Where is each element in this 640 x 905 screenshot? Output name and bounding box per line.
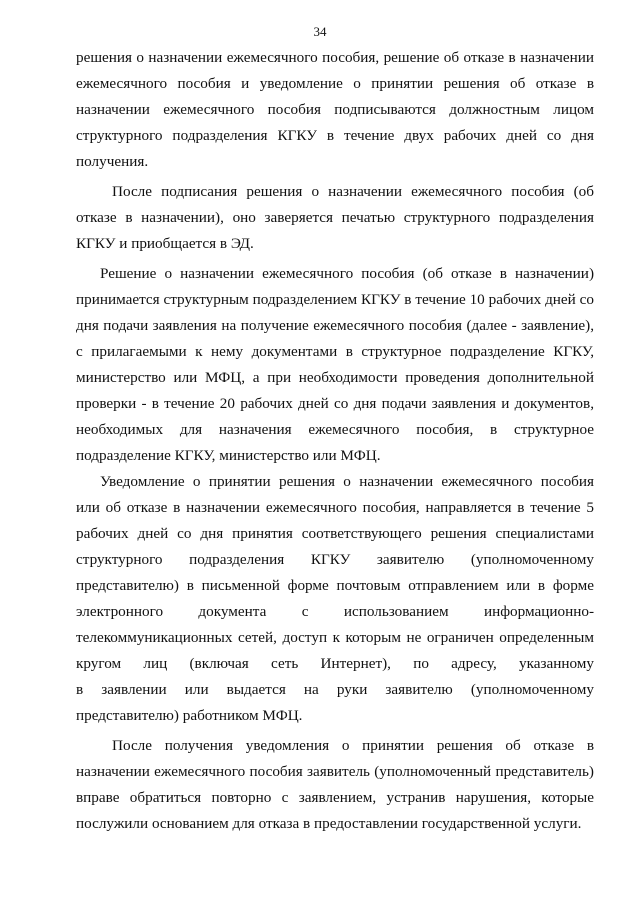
text-line: назначении ежемесячного пособия заявитель (уполномоченный представитель) [76, 763, 594, 780]
text-line: кругом лиц (включая сеть Интернет), по адресу, указанному [76, 655, 594, 672]
text-line: Уведомление о принятии решения о назначении ежемесячного пособия [100, 473, 594, 490]
text-line: в заявлении или выдается на руки заявителю (уполномоченному [76, 681, 594, 698]
text-line: электронного документа с использованием информационно- [76, 603, 594, 620]
document-body [76, 45, 594, 837]
text-line: с прилагаемыми к нему документами в структурное подразделение КГКУ, [76, 343, 594, 360]
paragraph-signing [76, 45, 594, 175]
text-line: рабочих дней со дня принятия соответствующего решения специалистами [76, 525, 594, 542]
paragraph-notification [76, 469, 594, 729]
text-line: вправе обратиться повторно с заявлением, устранив нарушения, которые [76, 789, 594, 806]
text-line: необходимых для назначения ежемесячного пособия, в структурное [76, 421, 594, 438]
text-line: послужили основанием для отказа в предоставлении государственной услуги. [76, 815, 582, 832]
text-line: дня подачи заявления на получение ежемесячного пособия (далее - заявление), [76, 317, 594, 334]
text-line: получения. [76, 153, 149, 170]
text-line: назначении ежемесячного пособия подписываются должностным лицом [76, 101, 594, 118]
page-number: 34 [313, 24, 327, 39]
text-line: принимается структурным подразделением КГКУ в течение 10 рабочих дней со [76, 291, 594, 308]
text-line: После получения уведомления о принятии решения об отказе в [112, 737, 594, 754]
paragraph-decision-terms [76, 261, 594, 469]
text-line: структурного подразделения КГКУ в течение двух рабочих дней со дня [76, 127, 594, 144]
text-line: подразделение КГКУ, министерство или МФЦ. [76, 447, 381, 464]
text-line: КГКУ и приобщается в ЭД. [76, 235, 254, 252]
text-line: ежемесячного пособия и уведомление о принятии решения об отказе в [76, 75, 594, 92]
paragraph-reapply [76, 733, 594, 837]
paragraph-seal [76, 179, 594, 257]
text-line: министерство или МФЦ, а при необходимости проведения дополнительной [76, 369, 594, 386]
text-line: проверки - в течение 20 рабочих дней со дня подачи заявления и документов, [76, 395, 594, 412]
text-line: решения о назначении ежемесячного пособия, решение об отказе в назначении [76, 49, 594, 66]
text-line: представителю) в письменной форме почтовым отправлением или в форме [76, 577, 594, 594]
text-line: После подписания решения о назначении ежемесячного пособия (об [112, 183, 594, 200]
text-line: телекоммуникационных сетей, доступ к которым не ограничен определенным [76, 629, 594, 646]
text-line: или об отказе в назначении ежемесячного пособия, направляется в течение 5 [76, 499, 594, 516]
text-line: представителю) работником МФЦ. [76, 707, 303, 724]
text-line: Решение о назначении ежемесячного пособия (об отказе в назначении) [100, 265, 594, 282]
text-line: отказе в назначении), оно заверяется печатью структурного подразделения [76, 209, 594, 226]
text-line: структурного подразделения КГКУ заявителю (уполномоченному [76, 551, 594, 568]
